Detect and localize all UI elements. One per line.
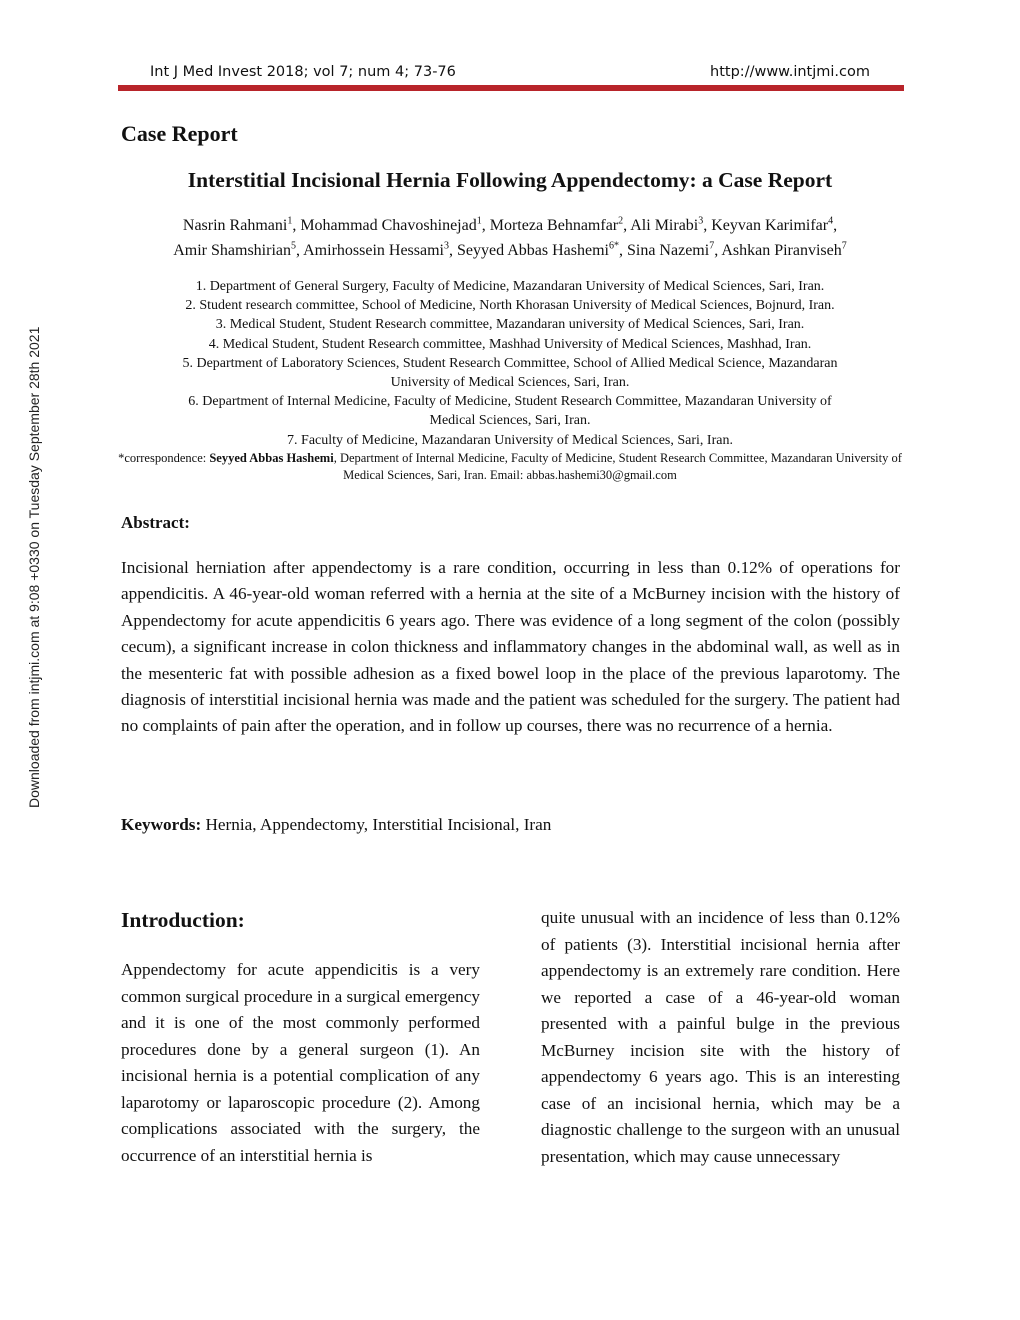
author-affil-ref: 7 xyxy=(709,240,715,252)
abstract-text: Incisional herniation after appendectomy is a rare condition, occurring in less than 0.12% of operations for appendicitis. A 46-year-old woman referred with a hernia at the site of a McBurney incision with the history of Appendectomy for acute appendicitis 6 years ago. There was evidence of a long segment of the colon (possibly cecum), a significant increase in colon thickness and inflammatory changes in the abdominal wall, as well as in the mesenteric fat with possible adhesion as a fixed bowel loop in the place of the previous laparotomy. The diagnosis of interstitial incisional hernia was made and the patient was scheduled for the surgery. The patient had no complaints of pain after the operation, and in follow up courses, there was no recurrence of a hernia. xyxy=(121,558,900,736)
keywords-text: Hernia, Appendectomy, Interstitial Incisional, Iran xyxy=(201,815,552,834)
running-header xyxy=(120,60,902,86)
keywords-label: Keywords: xyxy=(121,815,202,834)
journal-citation: Int J Med Invest 2018; vol 7; num 4; 73-76 xyxy=(150,64,456,80)
affiliation: 5. Department of Laboratory Sciences, Student Research Committee, School of Allied Medical Science, Mazandaran xyxy=(182,355,838,371)
affiliation: University of Medical Sciences, Sari, Iran. xyxy=(390,375,630,391)
author: Ashkan Piranviseh xyxy=(721,242,842,259)
author: Keyvan Karimifar xyxy=(711,217,829,234)
author: Morteza Behnamfar xyxy=(489,217,619,234)
author-affil-ref: 3 xyxy=(444,240,449,252)
abstract-heading: Abstract: xyxy=(121,513,190,532)
author-affil-ref: 1 xyxy=(287,215,293,227)
author-affil-ref: 3 xyxy=(698,215,704,227)
download-watermark: Downloaded from intjmi.com at 9:08 +0330 on Tuesday September 28th 2021 xyxy=(26,326,42,809)
author: Seyyed Abbas Hashemi xyxy=(457,242,609,259)
correspondence-prefix: *correspondence: xyxy=(118,451,210,465)
author: Mohammad Chavoshinejad xyxy=(300,217,477,234)
author: Nasrin Rahmani xyxy=(182,217,288,234)
author-list: Nasrin Rahmani$^1$, Mohammad Chavoshinejad$^1$, Morteza Behnamfar$^2$, Ali Mirabi$^3$, Keyvan Karimifar$^4$, Amir Shamshirian$^5$, Amirhossein Hessami$^3$, Seyyed Abbas Hashemi$^{6*}$, Sina Nazemi$^7$, Ashkan Piranviseh$^7$ xyxy=(173,215,847,259)
author-affil-ref: 5 xyxy=(291,240,296,252)
author-affil-ref: 6* xyxy=(608,240,619,252)
author-affil-ref: 1 xyxy=(476,215,482,227)
correspondence xyxy=(110,450,910,484)
correspondence-details: , Department of Internal Medicine, Faculty of Medicine, Student Research Committee, Mazandaran University of Medical Sciences, Sari, Iran. Email: abbas.hashemi30@gmail.com xyxy=(333,451,902,482)
introduction-left-column: Appendectomy for acute appendicitis is a very common surgical procedure in a surgical emergency and it is one of the most commonly performed procedures done by a general surgeon (1). An incisional hernia is a potential complication of any laparotomy or laparoscopic procedure (2). Among complications associated with the surgery, the occurrence of an interstitial hernia is xyxy=(121,960,480,1165)
author: Amirhossein Hessami xyxy=(303,242,444,259)
paper-title: Interstitial Incisional Hernia Following Appendectomy: a Case Report xyxy=(187,168,833,192)
author-affil-ref: 7 xyxy=(841,240,847,252)
affiliation-list xyxy=(100,277,920,450)
author: Ali Mirabi xyxy=(630,217,699,234)
affiliation: 7. Faculty of Medicine, Mazandaran University of Medical Sciences, Sari, Iran. xyxy=(287,432,733,448)
affiliation: Medical Sciences, Sari, Iran. xyxy=(429,413,591,429)
introduction-heading: Introduction: xyxy=(121,908,245,932)
affiliation: 6. Department of Internal Medicine, Faculty of Medicine, Student Research Committee, Mazandaran University of xyxy=(188,394,832,410)
article-type: Case Report xyxy=(121,121,238,146)
author: Sina Nazemi xyxy=(626,242,710,259)
correspondence-name: Seyyed Abbas Hashemi xyxy=(209,451,334,465)
header-divider xyxy=(118,85,904,91)
affiliation: 4. Medical Student, Student Research committee, Mashhad University of Medical Sciences, Mashhad, Iran. xyxy=(208,336,812,352)
affiliation: 3. Medical Student, Student Research committee, Mazandaran university of Medical Sciences, Sari, Iran. xyxy=(215,317,805,333)
author-affil-ref: 2 xyxy=(618,215,624,227)
introduction-right-column: quite unusual with an incidence of less than 0.12% of patients (3). Interstitial incisional hernia after appendectomy is an extremely rare condition. Here we reported a case of a 46-year-old woman presented with a painful bulge in the previous McBurney incision site with the history of appendectomy 6 years ago. This is an interesting case of an incisional hernia, which may be a diagnostic challenge to the surgeon with an unusual presentation, which may cause unnecessary xyxy=(541,908,900,1166)
author-affil-ref: 4 xyxy=(828,215,834,227)
affiliation: 2. Student research committee, School of Medicine, North Khorasan University of Medical Sciences, Bojnurd, Iran. xyxy=(185,298,835,314)
journal-url[interactable]: http://www.intjmi.com xyxy=(710,64,870,80)
affiliation: 1. Department of General Surgery, Faculty of Medicine, Mazandaran University of Medical Sciences, Sari, Iran. xyxy=(195,279,825,294)
keywords xyxy=(121,815,551,835)
author: Amir Shamshirian xyxy=(173,242,291,259)
